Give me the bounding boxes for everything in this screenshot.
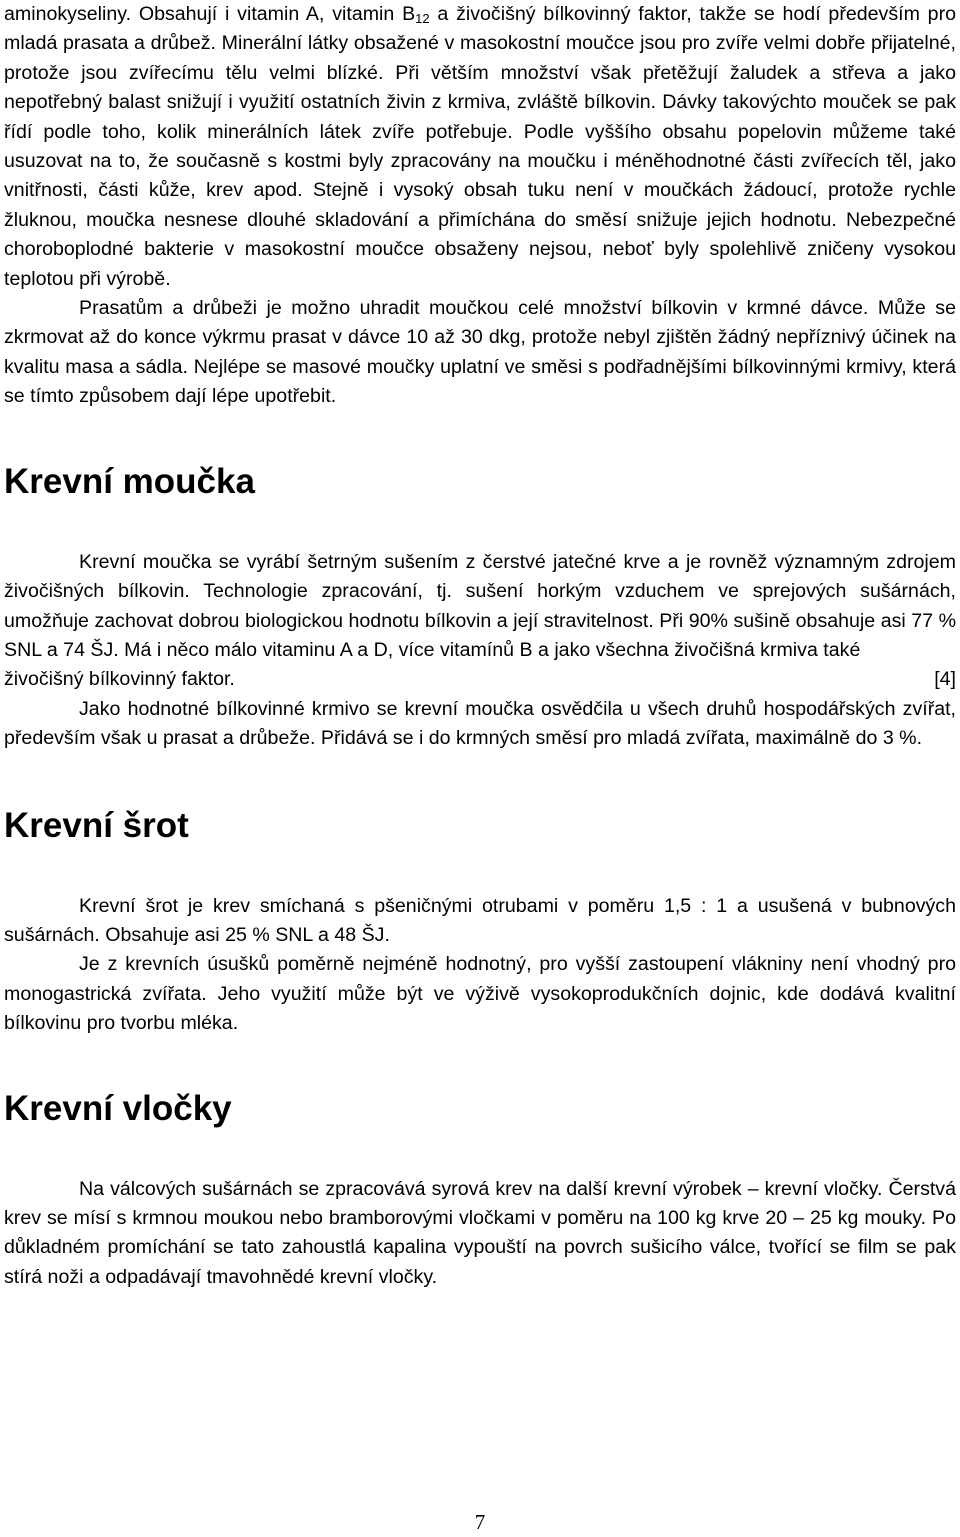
intro-text-b: a živočišný bílkovinný faktor, takže se hodí především pro mladá prasata a drůbež. Minerální látky obsažené v masokostní moučce jsou pro zvíře velmi dobře přijatelné, protože jsou zvířecímu tělu velmi blízké. Při větším množství však přetěžují žaludek a střeva a jako nepotřebný balast snižují i využití ostatních živin z krmiva, zvláště bílkovin. Dávky takovýchto mouček se pak řídí podle toho, kolik minerálních látek zvíře potřebuje. Podle vyššího obsahu popelovin můžeme také usuzovat na to, že současně s kostmi byly zpracovány na moučku i méněhodnotné části zvířecích těl, jako vnitřnosti, části kůže, krev apod. Stejně i vysoký obsah tuku není v moučkách žádoucí, protože rychle žluknou, moučka nesnese dlouhé skladování a přimíchána do směsí snižuje jejich hodnotu. Nebezpečné choroboplodné bakterie v masokostní moučce obsaženy nejsou, neboť byly spolehlivě zničeny vysokou teplotou při výrobě. (4, 3, 957, 290)
document-page (4, 0, 956, 1292)
vitamin-subscript: 12 (415, 11, 430, 26)
krevni-vlocky-paragraph-1: Na válcových sušárnách se zpracovává syrová krev na další krevní výrobek – krevní vločky. Čerstvá krev se mísí s krmnou moukou nebo bramborovými vločkami v poměru na 100 kg krve 20 – 25 kg mouky. Po důkladném promíchání se tato zahoustlá kapalina vypouští na povrch sušicího válce, tvořící se film se pak stírá noži a odpadávají tmavohnědé krevní vločky. (4, 1177, 956, 1288)
reference-marker: [4] (934, 668, 956, 691)
section-heading-krevni-vlocky: Krevní vločky (4, 1088, 232, 1128)
intro-text-a: aminokyseliny. Obsahují i vitamin A, vitamin B (4, 3, 416, 25)
krevni-moucka-last-text: živočišný bílkovinný faktor. (4, 668, 235, 691)
krevni-moucka-paragraph-2: Jako hodnotné bílkovinné krmivo se krevní moučka osvědčila u všech druhů hospodářských zvířat, především však u prasat a drůbeže. Přidává se i do krmných směsí pro mladá zvířata, maximálně do 3 %. (4, 697, 956, 750)
krevni-srot-paragraph-2: Je z krevních úsušků poměrně nejméně hodnotný, pro vyšší zastoupení vlákniny není vhodný pro monogastrická zvířata. Jeho využití může být ve výživě vysokoprodukčních dojnic, kde dodává kvalitní bílkovinu pro tvorbu mléka. (4, 953, 956, 1035)
intro-paragraph-2: Prasatům a drůbeži je možno uhradit moučkou celé množství bílkovin v krmné dávce. Může se zkrmovat až do konce výkrmu prasat v dávce 10 až 30 dkg, protože nebyl zjištěn žádný nepříznivý účinek na kvalitu masa a sádla. Nejlépe se masové moučky uplatní ve směsi s podřadnějšími bílkovinnými krmivy, která se tímto způsobem dají lépe upotřebit. (4, 297, 956, 408)
section-heading-krevni-moucka: Krevní moučka (4, 461, 255, 501)
page-number: 7 (474, 1510, 486, 1534)
section-heading-krevni-srot: Krevní šrot (4, 805, 189, 845)
krevni-srot-paragraph-1: Krevní šrot je krev smíchaná s pšeničnými otrubami v poměru 1,5 : 1 a usušená v bubnových sušárnách. Obsahuje asi 25 % SNL a 48 ŠJ. (4, 894, 956, 946)
krevni-moucka-paragraph-1: Krevní moučka se vyrábí šetrným sušením z čerstvé jatečné krve a je rovněž významným zdrojem živočišných bílkovin. Technologie zpracování, tj. sušení horkým vzduchem ve sprejových sušárnách, umožňuje zachovat dobrou biologickou hodnotu bílkovin a její stravitelnost. Při 90% sušině obsahuje asi 77 % SNL a 74 ŠJ. Má i něco málo vitaminu A a D, více vitamínů B a jako všechna živočišná krmiva také (4, 550, 956, 661)
intro-paragraph-1 (4, 0, 956, 294)
krevni-moucka-last-line (4, 665, 956, 694)
